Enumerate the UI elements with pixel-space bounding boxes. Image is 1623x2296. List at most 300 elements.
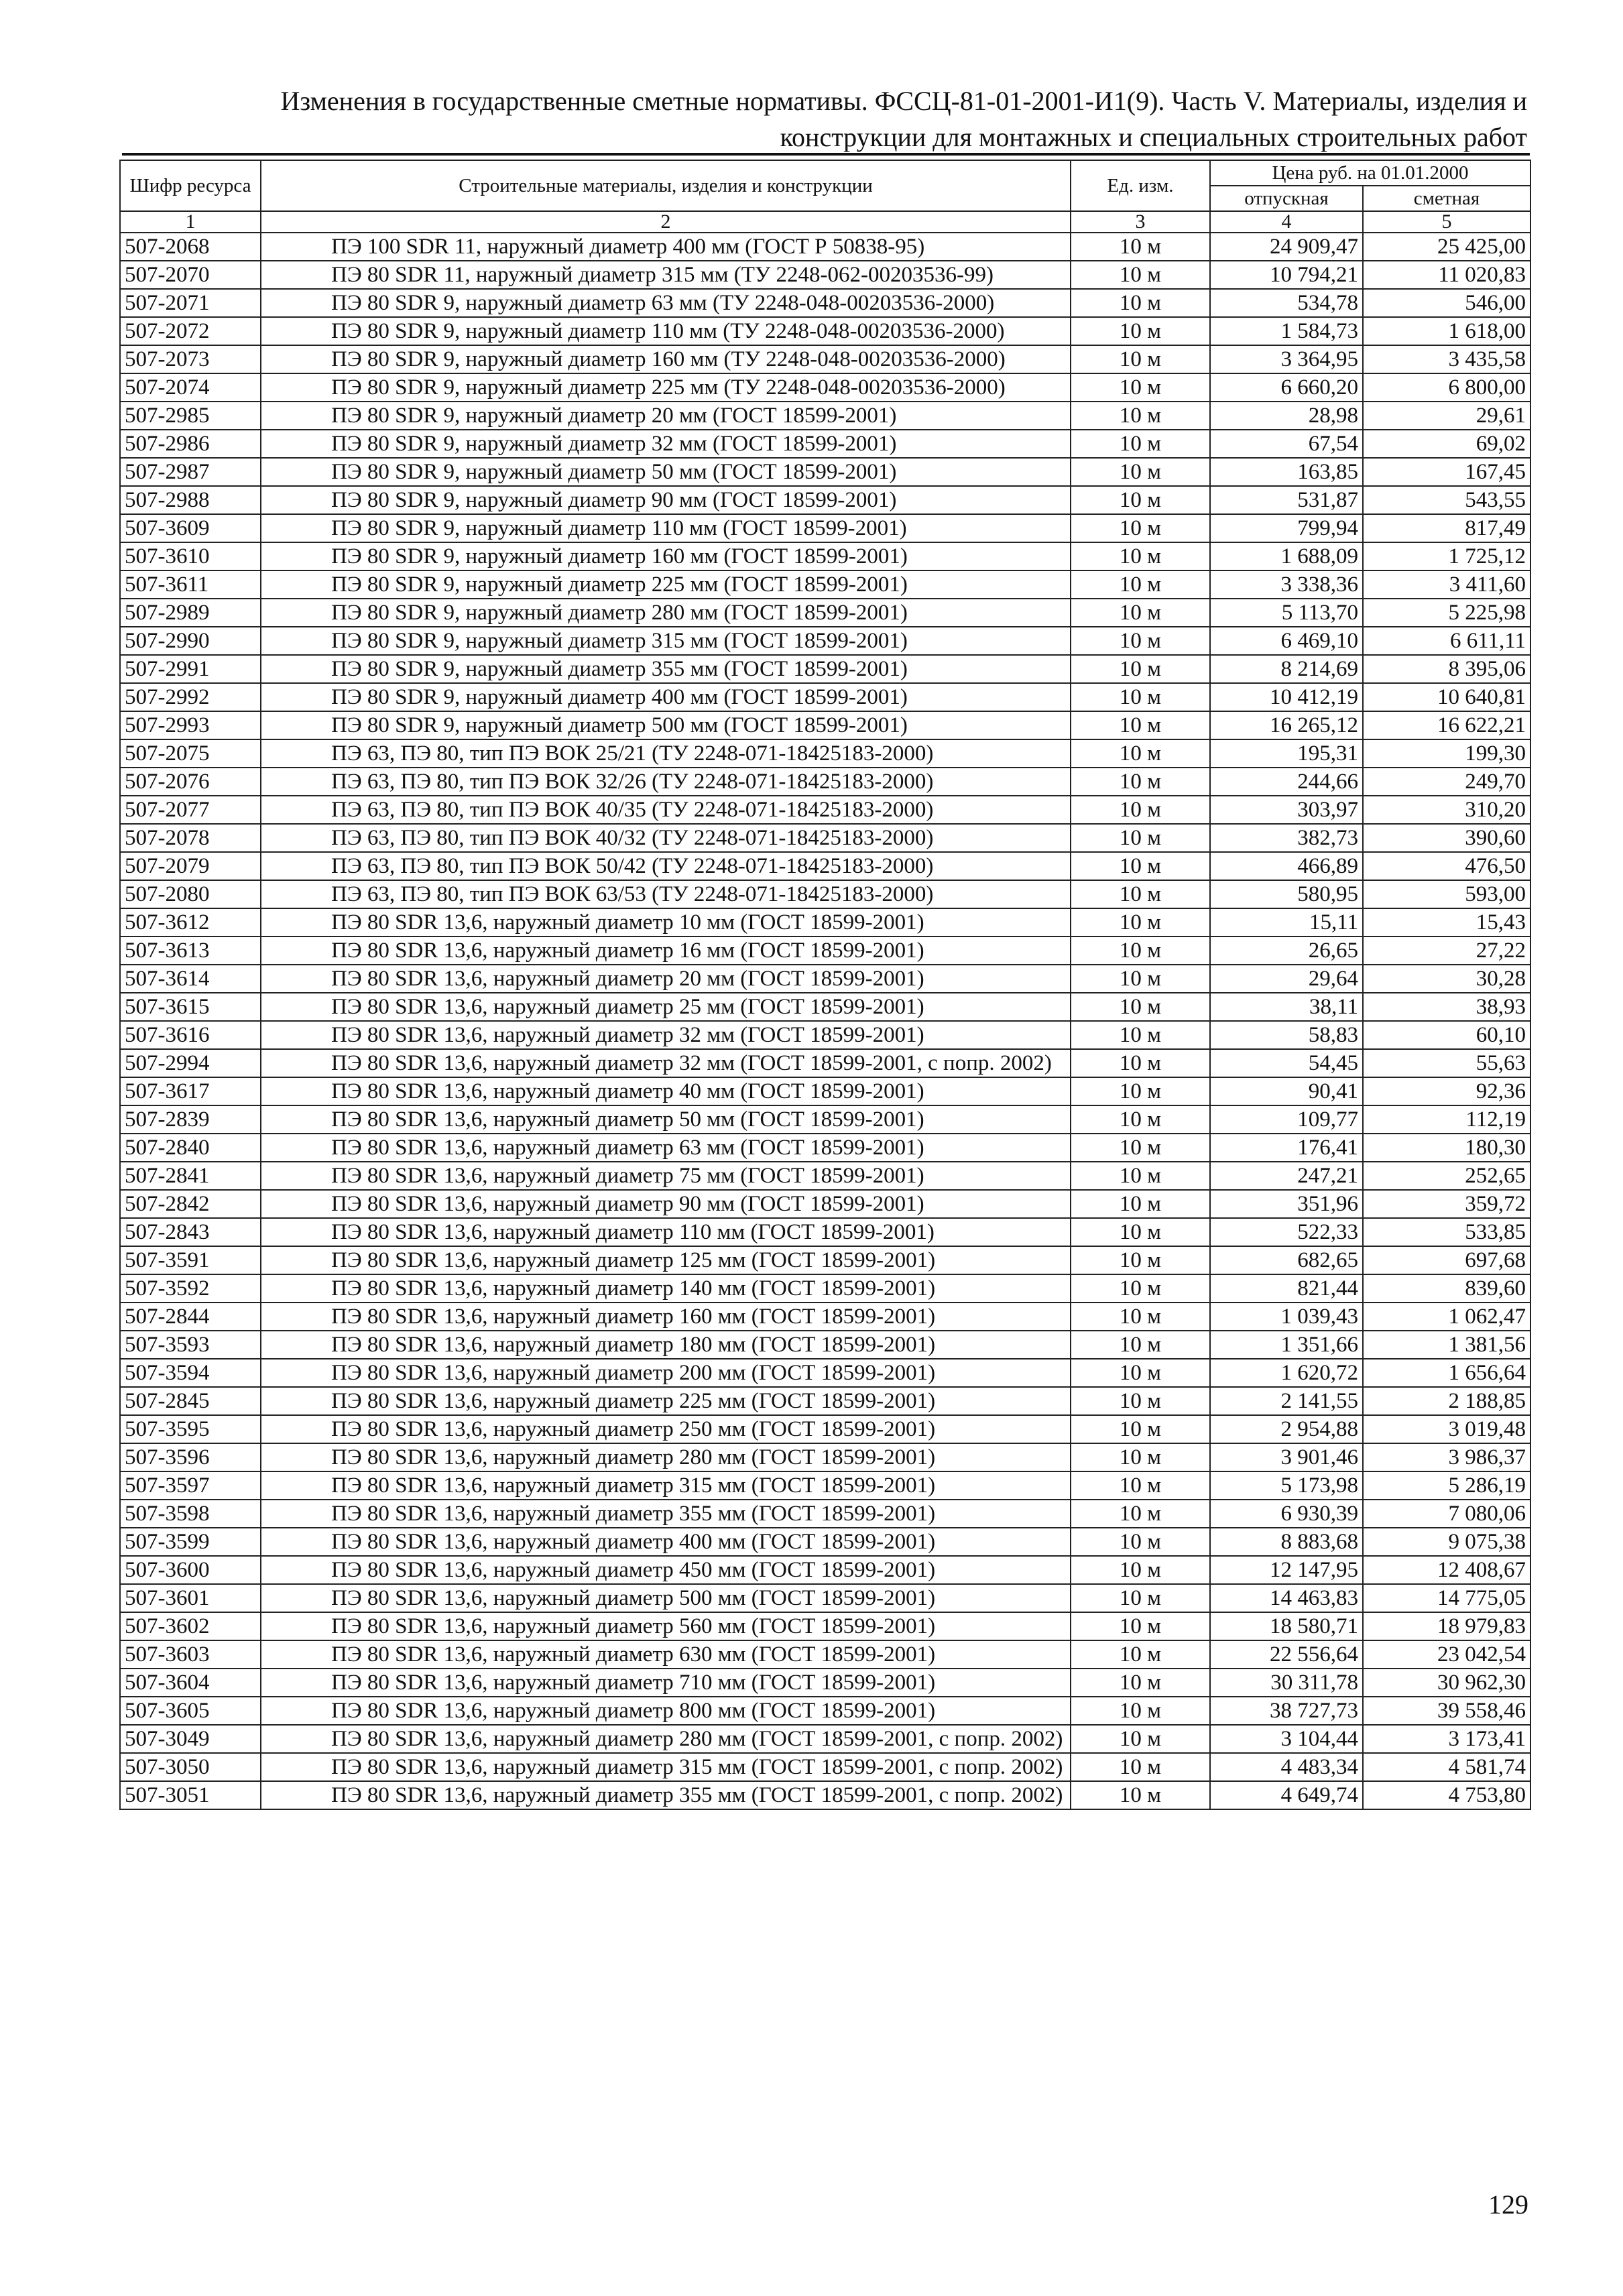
resource-code-cell: 507-3050 xyxy=(120,1753,261,1781)
table-row xyxy=(120,1443,1530,1471)
material-name-text: ПЭ 80 SDR 13,6, наружный диаметр 140 мм (ГОСТ 18599-2001) xyxy=(331,1276,936,1301)
material-name-text: ПЭ 80 SDR 13,6, наружный диаметр 400 мм (ГОСТ 18599-2001) xyxy=(331,1530,936,1554)
material-name-cell xyxy=(261,655,1071,683)
table-row xyxy=(120,739,1530,768)
material-name-cell xyxy=(261,1359,1071,1387)
material-name-cell xyxy=(261,373,1071,402)
resource-code-cell: 507-3614 xyxy=(120,965,261,993)
unit-cell: 10 м xyxy=(1071,1021,1210,1049)
release-price-cell: 67,54 xyxy=(1210,430,1363,458)
material-name-text: ПЭ 80 SDR 13,6, наружный диаметр 50 мм (ГОСТ 18599-2001) xyxy=(331,1107,924,1132)
column-number: 5 xyxy=(1363,211,1530,233)
table-row xyxy=(120,486,1530,514)
table-row xyxy=(120,1274,1530,1303)
unit-cell: 10 м xyxy=(1071,908,1210,936)
unit-cell: 10 м xyxy=(1071,1500,1210,1528)
estimate-price-cell: 249,70 xyxy=(1363,768,1530,796)
resource-code-cell: 507-2068 xyxy=(120,233,261,261)
estimate-price-cell: 14 775,05 xyxy=(1363,1584,1530,1612)
table-row xyxy=(120,599,1530,627)
estimate-price-cell: 1 381,56 xyxy=(1363,1331,1530,1359)
page-header xyxy=(119,83,1527,156)
table-row xyxy=(120,317,1530,345)
material-name-cell xyxy=(261,993,1071,1021)
material-name-cell xyxy=(261,233,1071,261)
release-price-cell: 12 147,95 xyxy=(1210,1556,1363,1584)
table-row xyxy=(120,908,1530,936)
release-price-cell: 682,65 xyxy=(1210,1246,1363,1274)
material-name-text: ПЭ 80 SDR 9, наружный диаметр 315 мм (ГОСТ 18599-2001) xyxy=(331,629,908,653)
unit-cell: 10 м xyxy=(1071,1528,1210,1556)
resource-code-cell: 507-3591 xyxy=(120,1246,261,1274)
table-row xyxy=(120,1528,1530,1556)
estimate-price-cell: 8 395,06 xyxy=(1363,655,1530,683)
resource-code-cell: 507-3599 xyxy=(120,1528,261,1556)
material-name-text: ПЭ 63, ПЭ 80, тип ПЭ ВОК 63/53 (ТУ 2248-071-18425183-2000) xyxy=(331,882,934,906)
material-name-cell xyxy=(261,1190,1071,1218)
column-number: 4 xyxy=(1210,211,1363,233)
material-name-cell xyxy=(261,1725,1071,1753)
estimate-price-cell: 167,45 xyxy=(1363,458,1530,486)
resource-code-cell: 507-3603 xyxy=(120,1640,261,1669)
release-price-cell: 26,65 xyxy=(1210,936,1363,965)
release-price-cell: 90,41 xyxy=(1210,1077,1363,1105)
material-name-cell xyxy=(261,1697,1071,1725)
table-row xyxy=(120,345,1530,373)
unit-cell: 10 м xyxy=(1071,1049,1210,1077)
estimate-price-cell: 5 286,19 xyxy=(1363,1471,1530,1500)
resource-code-cell: 507-2074 xyxy=(120,373,261,402)
unit-cell: 10 м xyxy=(1071,655,1210,683)
release-price-cell: 821,44 xyxy=(1210,1274,1363,1303)
release-price-cell: 195,31 xyxy=(1210,739,1363,768)
material-name-cell xyxy=(261,880,1071,908)
release-price-cell: 466,89 xyxy=(1210,852,1363,880)
material-name-cell xyxy=(261,1528,1071,1556)
material-name-cell xyxy=(261,1753,1071,1781)
table-row xyxy=(120,570,1530,599)
unit-cell: 10 м xyxy=(1071,1274,1210,1303)
estimate-price-cell: 29,61 xyxy=(1363,402,1530,430)
material-name-text: ПЭ 80 SDR 13,6, наружный диаметр 280 мм (ГОСТ 18599-2001, с попр. 2002) xyxy=(331,1727,1063,1751)
header-line-1: Изменения в государственные сметные нормативы. ФССЦ-81-01-2001-И1(9). Часть V. Материалы, изделия и xyxy=(280,86,1527,116)
material-name-text: ПЭ 80 SDR 9, наружный диаметр 160 мм (ГОСТ 18599-2001) xyxy=(331,544,908,568)
resource-code-cell: 507-2994 xyxy=(120,1049,261,1077)
unit-cell: 10 м xyxy=(1071,796,1210,824)
estimate-price-cell: 11 020,83 xyxy=(1363,261,1530,289)
release-price-cell: 1 351,66 xyxy=(1210,1331,1363,1359)
estimate-price-cell: 4 753,80 xyxy=(1363,1781,1530,1809)
resource-code-cell: 507-2840 xyxy=(120,1134,261,1162)
table-row xyxy=(120,1584,1530,1612)
release-price-cell: 6 930,39 xyxy=(1210,1500,1363,1528)
release-price-cell: 3 338,36 xyxy=(1210,570,1363,599)
resource-code-cell: 507-2987 xyxy=(120,458,261,486)
resource-code-cell: 507-3601 xyxy=(120,1584,261,1612)
estimate-price-cell: 252,65 xyxy=(1363,1162,1530,1190)
table-row xyxy=(120,1134,1530,1162)
table-row xyxy=(120,402,1530,430)
unit-cell: 10 м xyxy=(1071,233,1210,261)
estimate-price-cell: 3 019,48 xyxy=(1363,1415,1530,1443)
unit-cell: 10 м xyxy=(1071,993,1210,1021)
material-name-text: ПЭ 63, ПЭ 80, тип ПЭ ВОК 40/32 (ТУ 2248-071-18425183-2000) xyxy=(331,826,934,850)
resource-code-cell: 507-2991 xyxy=(120,655,261,683)
resource-code-cell: 507-3615 xyxy=(120,993,261,1021)
table-row xyxy=(120,1331,1530,1359)
material-name-text: ПЭ 80 SDR 13,6, наружный диаметр 315 мм (ГОСТ 18599-2001, с попр. 2002) xyxy=(331,1755,1063,1779)
material-name-cell xyxy=(261,289,1071,317)
material-name-cell xyxy=(261,683,1071,711)
material-name-text: ПЭ 80 SDR 13,6, наружный диаметр 315 мм (ГОСТ 18599-2001) xyxy=(331,1473,936,1498)
resource-code-cell: 507-3613 xyxy=(120,936,261,965)
estimate-price-cell: 3 411,60 xyxy=(1363,570,1530,599)
release-price-cell: 303,97 xyxy=(1210,796,1363,824)
release-price-cell: 244,66 xyxy=(1210,768,1363,796)
unit-cell: 10 м xyxy=(1071,880,1210,908)
resource-code-cell: 507-3602 xyxy=(120,1612,261,1640)
unit-cell: 10 м xyxy=(1071,1781,1210,1809)
unit-cell: 10 м xyxy=(1071,1077,1210,1105)
estimate-price-cell: 38,93 xyxy=(1363,993,1530,1021)
estimate-price-cell: 30,28 xyxy=(1363,965,1530,993)
unit-cell: 10 м xyxy=(1071,1556,1210,1584)
unit-cell: 10 м xyxy=(1071,965,1210,993)
header-price-group: Цена руб. на 01.01.2000 xyxy=(1210,160,1530,186)
material-name-text: ПЭ 80 SDR 9, наружный диаметр 32 мм (ГОСТ 18599-2001) xyxy=(331,432,897,456)
release-price-cell: 28,98 xyxy=(1210,402,1363,430)
resource-code-cell: 507-2076 xyxy=(120,768,261,796)
table-row xyxy=(120,936,1530,965)
material-name-cell xyxy=(261,317,1071,345)
estimate-price-cell: 18 979,83 xyxy=(1363,1612,1530,1640)
resource-code-cell: 507-3051 xyxy=(120,1781,261,1809)
unit-cell: 10 м xyxy=(1071,683,1210,711)
resource-code-cell: 507-3600 xyxy=(120,1556,261,1584)
unit-cell: 10 м xyxy=(1071,1134,1210,1162)
material-name-text: ПЭ 80 SDR 13,6, наружный диаметр 355 мм (ГОСТ 18599-2001) xyxy=(331,1502,936,1526)
resource-code-cell: 507-2841 xyxy=(120,1162,261,1190)
unit-cell: 10 м xyxy=(1071,1190,1210,1218)
header-price-release: отпускная xyxy=(1210,186,1363,211)
material-name-text: ПЭ 63, ПЭ 80, тип ПЭ ВОК 32/26 (ТУ 2248-071-18425183-2000) xyxy=(331,770,934,794)
estimate-price-cell: 39 558,46 xyxy=(1363,1697,1530,1725)
material-name-text: ПЭ 80 SDR 9, наружный диаметр 160 мм (ТУ 2248-048-00203536-2000) xyxy=(331,347,1006,371)
release-price-cell: 3 901,46 xyxy=(1210,1443,1363,1471)
release-price-cell: 22 556,64 xyxy=(1210,1640,1363,1669)
release-price-cell: 10 794,21 xyxy=(1210,261,1363,289)
estimate-price-cell: 1 656,64 xyxy=(1363,1359,1530,1387)
material-name-cell xyxy=(261,1049,1071,1077)
release-price-cell: 799,94 xyxy=(1210,514,1363,542)
table-row xyxy=(120,852,1530,880)
release-price-cell: 58,83 xyxy=(1210,1021,1363,1049)
material-name-text: ПЭ 80 SDR 13,6, наружный диаметр 630 мм (ГОСТ 18599-2001) xyxy=(331,1642,936,1667)
estimate-price-cell: 199,30 xyxy=(1363,739,1530,768)
release-price-cell: 580,95 xyxy=(1210,880,1363,908)
resource-code-cell: 507-3604 xyxy=(120,1669,261,1697)
unit-cell: 10 м xyxy=(1071,1359,1210,1387)
unit-cell: 10 м xyxy=(1071,402,1210,430)
estimate-price-cell: 7 080,06 xyxy=(1363,1500,1530,1528)
unit-cell: 10 м xyxy=(1071,1669,1210,1697)
material-name-cell xyxy=(261,570,1071,599)
material-name-cell xyxy=(261,261,1071,289)
material-name-cell xyxy=(261,1105,1071,1134)
material-name-cell xyxy=(261,1387,1071,1415)
material-name-cell xyxy=(261,599,1071,627)
resource-code-cell: 507-3596 xyxy=(120,1443,261,1471)
material-name-cell xyxy=(261,1218,1071,1246)
estimate-price-cell: 15,43 xyxy=(1363,908,1530,936)
resource-code-cell: 507-2993 xyxy=(120,711,261,739)
material-name-text: ПЭ 80 SDR 9, наружный диаметр 90 мм (ГОСТ 18599-2001) xyxy=(331,488,897,512)
material-name-text: ПЭ 80 SDR 13,6, наружный диаметр 225 мм (ГОСТ 18599-2001) xyxy=(331,1389,936,1413)
table-row xyxy=(120,430,1530,458)
release-price-cell: 8 883,68 xyxy=(1210,1528,1363,1556)
material-name-cell xyxy=(261,1303,1071,1331)
estimate-price-cell: 25 425,00 xyxy=(1363,233,1530,261)
resource-code-cell: 507-3616 xyxy=(120,1021,261,1049)
table-row xyxy=(120,1415,1530,1443)
estimate-price-cell: 112,19 xyxy=(1363,1105,1530,1134)
table-row xyxy=(120,1246,1530,1274)
unit-cell: 10 м xyxy=(1071,1753,1210,1781)
estimate-price-cell: 1 618,00 xyxy=(1363,317,1530,345)
table-body xyxy=(120,233,1530,1809)
table-row xyxy=(120,655,1530,683)
material-name-cell xyxy=(261,1471,1071,1500)
unit-cell: 10 м xyxy=(1071,1162,1210,1190)
material-name-text: ПЭ 80 SDR 9, наружный диаметр 50 мм (ГОСТ 18599-2001) xyxy=(331,460,897,484)
estimate-price-cell: 5 225,98 xyxy=(1363,599,1530,627)
material-name-cell xyxy=(261,1584,1071,1612)
header-code: Шифр ресурса xyxy=(120,160,261,211)
release-price-cell: 38 727,73 xyxy=(1210,1697,1363,1725)
unit-cell: 10 м xyxy=(1071,1697,1210,1725)
release-price-cell: 1 584,73 xyxy=(1210,317,1363,345)
table-row xyxy=(120,796,1530,824)
release-price-cell: 3 364,95 xyxy=(1210,345,1363,373)
resource-code-cell: 507-2989 xyxy=(120,599,261,627)
table-row xyxy=(120,1612,1530,1640)
estimate-price-cell: 2 188,85 xyxy=(1363,1387,1530,1415)
material-name-cell xyxy=(261,1331,1071,1359)
unit-cell: 10 м xyxy=(1071,711,1210,739)
material-name-text: ПЭ 80 SDR 13,6, наружный диаметр 355 мм (ГОСТ 18599-2001, с попр. 2002) xyxy=(331,1783,1063,1807)
column-number: 1 xyxy=(120,211,261,233)
material-name-cell xyxy=(261,402,1071,430)
material-name-text: ПЭ 80 SDR 13,6, наружный диаметр 32 мм (ГОСТ 18599-2001) xyxy=(331,1023,924,1047)
column-number: 2 xyxy=(261,211,1071,233)
estimate-price-cell: 310,20 xyxy=(1363,796,1530,824)
resource-code-cell: 507-3605 xyxy=(120,1697,261,1725)
estimate-price-cell: 3 173,41 xyxy=(1363,1725,1530,1753)
resource-code-cell: 507-3595 xyxy=(120,1415,261,1443)
release-price-cell: 531,87 xyxy=(1210,486,1363,514)
table-row xyxy=(120,233,1530,261)
release-price-cell: 1 688,09 xyxy=(1210,542,1363,570)
unit-cell: 10 м xyxy=(1071,824,1210,852)
release-price-cell: 15,11 xyxy=(1210,908,1363,936)
release-price-cell: 5 173,98 xyxy=(1210,1471,1363,1500)
unit-cell: 10 м xyxy=(1071,1584,1210,1612)
unit-cell: 10 м xyxy=(1071,1218,1210,1246)
estimate-price-cell: 3 435,58 xyxy=(1363,345,1530,373)
material-name-text: ПЭ 100 SDR 11, наружный диаметр 400 мм (ГОСТ Р 50838-95) xyxy=(331,235,925,259)
unit-cell: 10 м xyxy=(1071,1246,1210,1274)
material-name-text: ПЭ 80 SDR 9, наружный диаметр 355 мм (ГОСТ 18599-2001) xyxy=(331,657,908,681)
unit-cell: 10 м xyxy=(1071,739,1210,768)
estimate-price-cell: 697,68 xyxy=(1363,1246,1530,1274)
resource-code-cell: 507-3611 xyxy=(120,570,261,599)
unit-cell: 10 м xyxy=(1071,430,1210,458)
resource-code-cell: 507-2839 xyxy=(120,1105,261,1134)
table-row xyxy=(120,627,1530,655)
resource-code-cell: 507-3593 xyxy=(120,1331,261,1359)
resource-code-cell: 507-2079 xyxy=(120,852,261,880)
unit-cell: 10 м xyxy=(1071,317,1210,345)
unit-cell: 10 м xyxy=(1071,1331,1210,1359)
price-table xyxy=(119,160,1531,1810)
resource-code-cell: 507-2071 xyxy=(120,289,261,317)
unit-cell: 10 м xyxy=(1071,1387,1210,1415)
material-name-text: ПЭ 80 SDR 13,6, наружный диаметр 160 мм (ГОСТ 18599-2001) xyxy=(331,1305,936,1329)
unit-cell: 10 м xyxy=(1071,1640,1210,1669)
release-price-cell: 247,21 xyxy=(1210,1162,1363,1190)
estimate-price-cell: 1 725,12 xyxy=(1363,542,1530,570)
page-number: 129 xyxy=(1488,2189,1528,2220)
resource-code-cell: 507-2985 xyxy=(120,402,261,430)
resource-code-cell: 507-2842 xyxy=(120,1190,261,1218)
release-price-cell: 2 141,55 xyxy=(1210,1387,1363,1415)
table-row xyxy=(120,1218,1530,1246)
unit-cell: 10 м xyxy=(1071,373,1210,402)
resource-code-cell: 507-2080 xyxy=(120,880,261,908)
table-row xyxy=(120,1725,1530,1753)
estimate-price-cell: 60,10 xyxy=(1363,1021,1530,1049)
release-price-cell: 18 580,71 xyxy=(1210,1612,1363,1640)
material-name-text: ПЭ 80 SDR 13,6, наружный диаметр 40 мм (ГОСТ 18599-2001) xyxy=(331,1079,924,1103)
table-row xyxy=(120,1021,1530,1049)
resource-code-cell: 507-3592 xyxy=(120,1274,261,1303)
release-price-cell: 16 265,12 xyxy=(1210,711,1363,739)
material-name-cell xyxy=(261,1162,1071,1190)
unit-cell: 10 м xyxy=(1071,345,1210,373)
material-name-cell xyxy=(261,1443,1071,1471)
material-name-text: ПЭ 80 SDR 13,6, наружный диаметр 63 мм (ГОСТ 18599-2001) xyxy=(331,1136,924,1160)
release-price-cell: 351,96 xyxy=(1210,1190,1363,1218)
release-price-cell: 29,64 xyxy=(1210,965,1363,993)
material-name-text: ПЭ 80 SDR 9, наружный диаметр 400 мм (ГОСТ 18599-2001) xyxy=(331,685,908,709)
material-name-cell xyxy=(261,1640,1071,1669)
material-name-text: ПЭ 80 SDR 13,6, наружный диаметр 32 мм (ГОСТ 18599-2001, с попр. 2002) xyxy=(331,1051,1052,1075)
table-row xyxy=(120,880,1530,908)
material-name-text: ПЭ 80 SDR 9, наружный диаметр 280 мм (ГОСТ 18599-2001) xyxy=(331,601,908,625)
material-name-text: ПЭ 80 SDR 9, наружный диаметр 225 мм (ТУ 2248-048-00203536-2000) xyxy=(331,375,1006,400)
table-row xyxy=(120,683,1530,711)
material-name-cell xyxy=(261,1556,1071,1584)
material-name-cell xyxy=(261,627,1071,655)
estimate-price-cell: 817,49 xyxy=(1363,514,1530,542)
resource-code-cell: 507-2077 xyxy=(120,796,261,824)
estimate-price-cell: 533,85 xyxy=(1363,1218,1530,1246)
release-price-cell: 14 463,83 xyxy=(1210,1584,1363,1612)
material-name-text: ПЭ 80 SDR 9, наружный диаметр 110 мм (ТУ 2248-048-00203536-2000) xyxy=(331,319,1005,343)
release-price-cell: 6 469,10 xyxy=(1210,627,1363,655)
material-name-cell xyxy=(261,486,1071,514)
table-row xyxy=(120,542,1530,570)
estimate-price-cell: 3 986,37 xyxy=(1363,1443,1530,1471)
table-row xyxy=(120,373,1530,402)
material-name-text: ПЭ 80 SDR 13,6, наружный диаметр 280 мм (ГОСТ 18599-2001) xyxy=(331,1445,936,1469)
material-name-text: ПЭ 80 SDR 13,6, наружный диаметр 500 мм (ГОСТ 18599-2001) xyxy=(331,1586,936,1610)
table-row xyxy=(120,1190,1530,1218)
material-name-cell xyxy=(261,768,1071,796)
table-row xyxy=(120,1556,1530,1584)
release-price-cell: 1 620,72 xyxy=(1210,1359,1363,1387)
material-name-text: ПЭ 80 SDR 9, наружный диаметр 20 мм (ГОСТ 18599-2001) xyxy=(331,404,897,428)
material-name-cell xyxy=(261,711,1071,739)
table-row xyxy=(120,824,1530,852)
resource-code-cell: 507-2073 xyxy=(120,345,261,373)
unit-cell: 10 м xyxy=(1071,458,1210,486)
material-name-cell xyxy=(261,824,1071,852)
material-name-cell xyxy=(261,796,1071,824)
release-price-cell: 4 483,34 xyxy=(1210,1753,1363,1781)
release-price-cell: 109,77 xyxy=(1210,1105,1363,1134)
unit-cell: 10 м xyxy=(1071,1471,1210,1500)
table-row xyxy=(120,1162,1530,1190)
resource-code-cell: 507-3612 xyxy=(120,908,261,936)
release-price-cell: 10 412,19 xyxy=(1210,683,1363,711)
release-price-cell: 8 214,69 xyxy=(1210,655,1363,683)
material-name-text: ПЭ 80 SDR 13,6, наружный диаметр 200 мм (ГОСТ 18599-2001) xyxy=(331,1361,936,1385)
release-price-cell: 5 113,70 xyxy=(1210,599,1363,627)
resource-code-cell: 507-3610 xyxy=(120,542,261,570)
material-name-text: ПЭ 80 SDR 9, наружный диаметр 110 мм (ГОСТ 18599-2001) xyxy=(331,516,907,540)
material-name-cell xyxy=(261,1246,1071,1274)
material-name-cell xyxy=(261,1415,1071,1443)
resource-code-cell: 507-2992 xyxy=(120,683,261,711)
release-price-cell: 382,73 xyxy=(1210,824,1363,852)
header-rule xyxy=(122,153,1530,156)
resource-code-cell: 507-2845 xyxy=(120,1387,261,1415)
material-name-text: ПЭ 80 SDR 13,6, наружный диаметр 90 мм (ГОСТ 18599-2001) xyxy=(331,1192,924,1216)
release-price-cell: 534,78 xyxy=(1210,289,1363,317)
release-price-cell: 522,33 xyxy=(1210,1218,1363,1246)
resource-code-cell: 507-2844 xyxy=(120,1303,261,1331)
resource-code-cell: 507-2078 xyxy=(120,824,261,852)
material-name-text: ПЭ 80 SDR 9, наружный диаметр 63 мм (ТУ 2248-048-00203536-2000) xyxy=(331,291,995,315)
material-name-text: ПЭ 80 SDR 13,6, наружный диаметр 25 мм (ГОСТ 18599-2001) xyxy=(331,995,924,1019)
material-name-cell xyxy=(261,852,1071,880)
material-name-text: ПЭ 80 SDR 11, наружный диаметр 315 мм (ТУ 2248-062-00203536-99) xyxy=(331,263,994,287)
table-row xyxy=(120,993,1530,1021)
material-name-text: ПЭ 80 SDR 9, наружный диаметр 225 мм (ГОСТ 18599-2001) xyxy=(331,572,908,597)
material-name-text: ПЭ 80 SDR 13,6, наружный диаметр 20 мм (ГОСТ 18599-2001) xyxy=(331,967,924,991)
unit-cell: 10 м xyxy=(1071,570,1210,599)
estimate-price-cell: 6 611,11 xyxy=(1363,627,1530,655)
material-name-text: ПЭ 80 SDR 13,6, наружный диаметр 16 мм (ГОСТ 18599-2001) xyxy=(331,939,924,963)
table-row xyxy=(120,1105,1530,1134)
unit-cell: 10 м xyxy=(1071,1105,1210,1134)
release-price-cell: 4 649,74 xyxy=(1210,1781,1363,1809)
resource-code-cell: 507-2990 xyxy=(120,627,261,655)
material-name-text: ПЭ 63, ПЭ 80, тип ПЭ ВОК 40/35 (ТУ 2248-071-18425183-2000) xyxy=(331,798,934,822)
material-name-cell xyxy=(261,965,1071,993)
estimate-price-cell: 55,63 xyxy=(1363,1049,1530,1077)
